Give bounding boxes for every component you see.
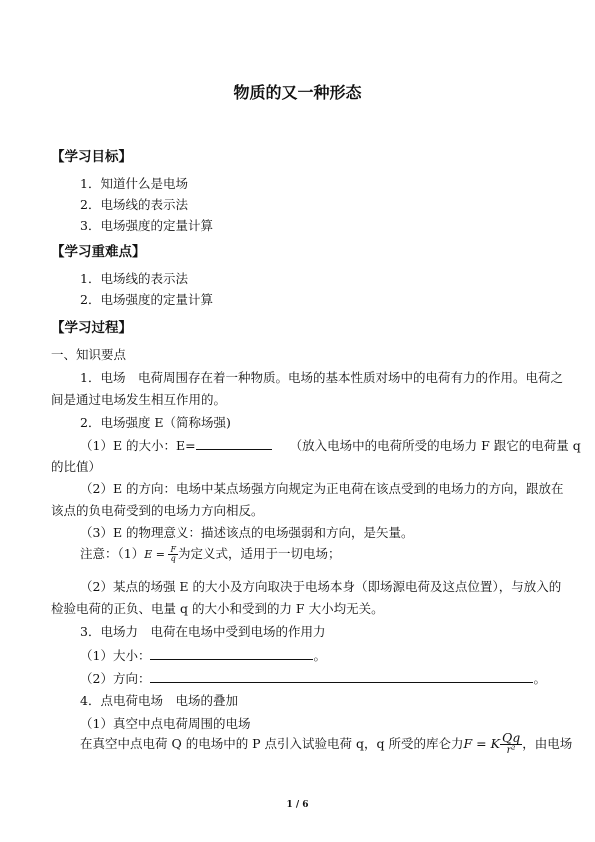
body-text: （放入电场中的电荷所受的电场力 F 跟它的电荷量 q bbox=[289, 438, 581, 453]
body-line: （2）某点的场强 E 的大小及方向取决于电场本身（即场源电荷及这点位置），与放入的 bbox=[80, 579, 562, 594]
body-line bbox=[80, 437, 581, 454]
body-line: 一、知识要点 bbox=[51, 347, 127, 362]
body-text: 在真空中点电荷 Q 的电场中的 P 点引入试验电荷 q，q 所受的库仑力 bbox=[80, 736, 464, 751]
section-heading-goals: 【学习目标】 bbox=[51, 149, 132, 165]
page-number: 1 / 6 bbox=[286, 800, 309, 810]
body-text: 。 bbox=[313, 648, 326, 663]
body-line bbox=[80, 647, 326, 664]
body-line: 2．电场强度 E（简称场强) bbox=[80, 415, 231, 430]
body-line: 3．电场力 电荷在电场中受到电场的作用力 bbox=[80, 624, 326, 639]
body-line: 检验电荷的正负、电量 q 的大小和受到的力 F 大小均无关。 bbox=[51, 601, 384, 616]
page-title: 物质的又一种形态 bbox=[233, 83, 362, 102]
goal-item: 1．知道什么是电场 bbox=[80, 176, 188, 191]
formula-fraction: $\frac{Qq}{\text{r²}}$ bbox=[501, 730, 521, 756]
body-text: （2）方向： bbox=[80, 671, 151, 686]
body-line: （2）E 的方向：电场中某点场强方向规定为正电荷在该点受到的电场力的方向，跟放在 bbox=[80, 481, 564, 496]
body-line: 1．电场 电荷周围存在着一种物质。电场的基本性质对场中的电荷有力的作用。电荷之 bbox=[80, 370, 563, 385]
body-text: （1）E 的大小：E= bbox=[80, 438, 196, 453]
formula-lhs: E = bbox=[144, 548, 169, 561]
body-line: （3）E 的物理意义：描述该点的电场强弱和方向，是矢量。 bbox=[80, 525, 414, 540]
body-text: 为定义式，适用于一切电场； bbox=[178, 546, 341, 561]
body-line: （1）真空中点电荷周围的电场 bbox=[80, 716, 251, 731]
formula-lhs: F = K bbox=[463, 736, 500, 751]
section-heading-key-points: 【学习重难点】 bbox=[51, 244, 146, 260]
body-text: （1）大小： bbox=[80, 648, 151, 663]
key-item: 2．电场强度的定量计算 bbox=[80, 292, 213, 307]
key-item: 1．电场线的表示法 bbox=[80, 271, 188, 286]
body-text: ，由电场 bbox=[522, 736, 573, 751]
body-text: 注意：（1） bbox=[80, 546, 145, 561]
body-line: 4．点电荷电场 电场的叠加 bbox=[80, 693, 238, 708]
goal-item: 2．电场线的表示法 bbox=[80, 197, 188, 212]
body-line: 的比值） bbox=[51, 459, 102, 474]
section-heading-process: 【学习过程】 bbox=[51, 320, 132, 336]
body-line bbox=[80, 546, 341, 563]
goal-item: 3．电场强度的定量计算 bbox=[80, 218, 213, 233]
body-line bbox=[80, 732, 572, 757]
fill-blank[interactable] bbox=[150, 670, 533, 683]
body-line bbox=[80, 670, 546, 687]
body-line: 该点的负电荷受到的电场力方向相反。 bbox=[51, 503, 264, 518]
body-line: 间是通过电场发生相互作用的。 bbox=[51, 392, 227, 407]
fill-blank[interactable] bbox=[150, 647, 313, 660]
body-text: 。 bbox=[533, 671, 546, 686]
fill-blank[interactable] bbox=[196, 437, 272, 450]
formula-fraction: $\frac{F}{q}$ bbox=[170, 545, 177, 563]
